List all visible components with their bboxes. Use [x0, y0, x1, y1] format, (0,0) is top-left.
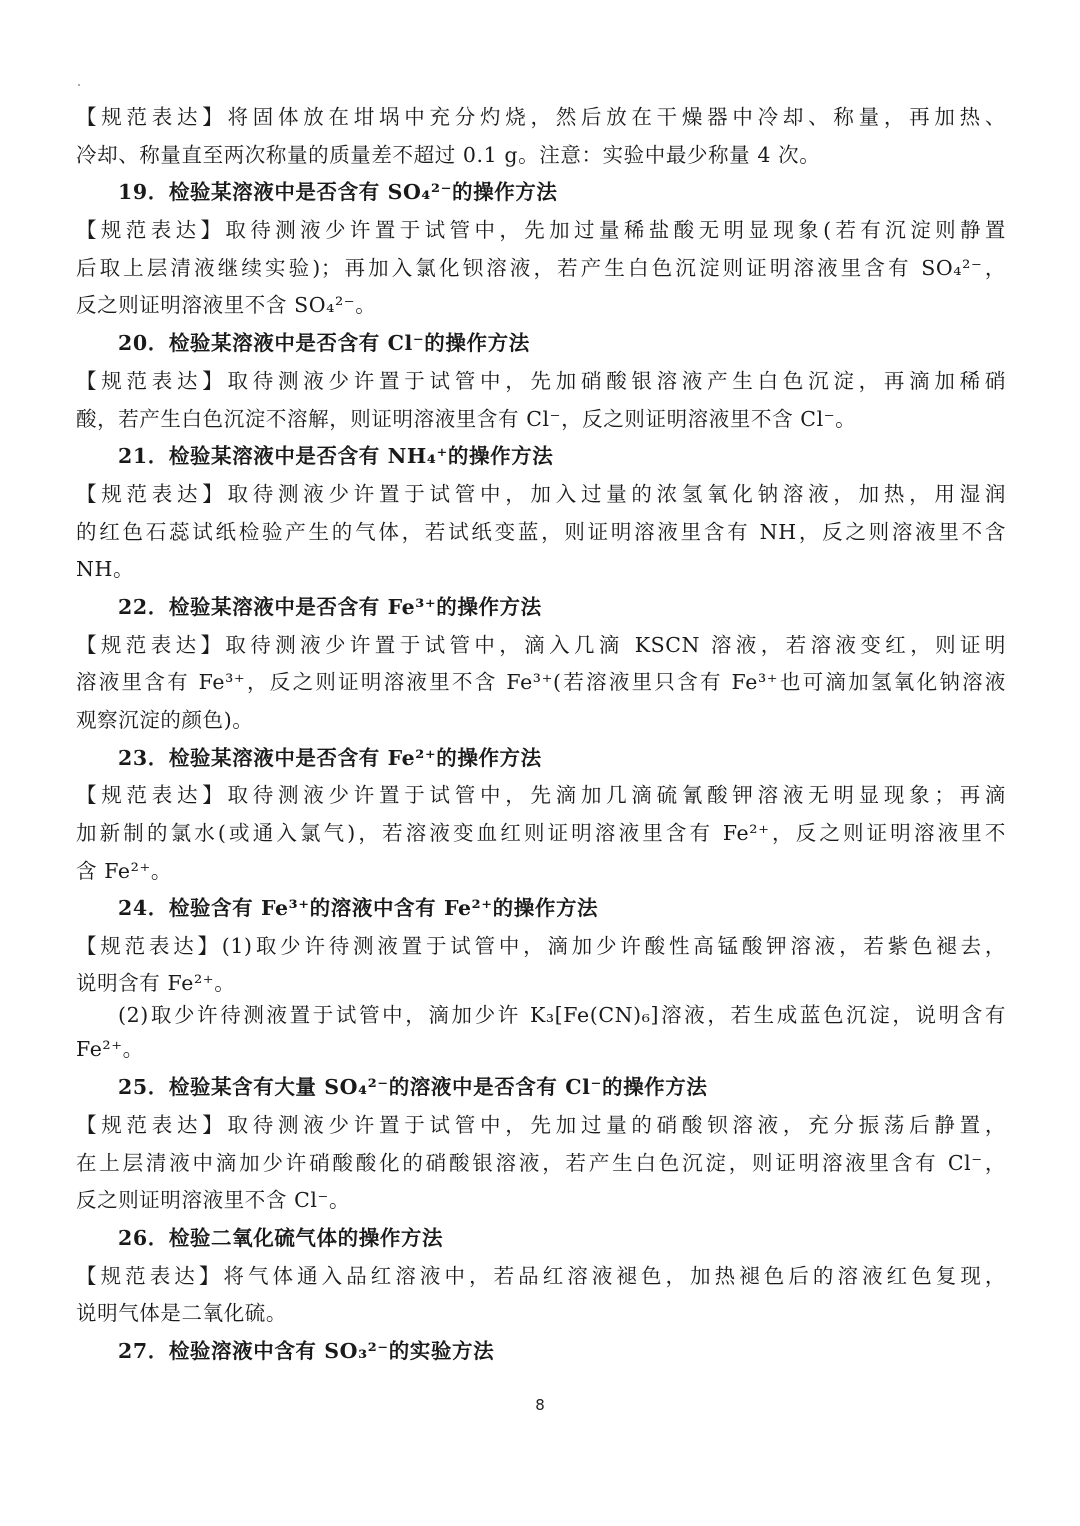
- section-heading-21: 21．检验某溶液中是否含有 NH₄⁺的操作方法: [118, 444, 554, 468]
- paragraph-line: 在上层清液中滴加少许硝酸酸化的硝酸银溶液，若产生白色沉淀，则证明溶液里含有 Cl⁻，: [76, 1151, 1006, 1175]
- paragraph-line: NH。: [76, 557, 135, 581]
- paragraph-line: 反之则证明溶液里不含 SO₄²⁻。: [76, 293, 377, 317]
- paragraph-line: 【规范表达】取待测液少许置于试管中，先滴加几滴硫氰酸钾溶液无明显现象；再滴: [76, 783, 1006, 807]
- paragraph-line: 【规范表达】将气体通入品红溶液中，若品红溶液褪色，加热褪色后的溶液红色复现，: [76, 1264, 1006, 1288]
- paragraph-line: 【规范表达】取待测液少许置于试管中，先加过量的硝酸钡溶液，充分振荡后静置，: [76, 1113, 1006, 1137]
- paragraph-line: 观察沉淀的颜色)。: [76, 708, 254, 732]
- section-heading-27: 27．检验溶液中含有 SO₃²⁻的实验方法: [118, 1339, 495, 1363]
- section-heading-20: 20．检验某溶液中是否含有 Cl⁻的操作方法: [118, 331, 530, 355]
- paragraph-line: 说明气体是二氧化硫。: [76, 1301, 287, 1325]
- paragraph-line: 酸，若产生白色沉淀不溶解，则证明溶液里含有 Cl⁻，反之则证明溶液里不含 Cl⁻。: [76, 407, 857, 431]
- paragraph-line: 加新制的氯水(或通入氯气)，若溶液变血红则证明溶液里含有 Fe²⁺，反之则证明溶液里不: [76, 821, 1006, 845]
- scan-mark: [78, 84, 80, 86]
- paragraph-line: 反之则证明溶液里不含 Cl⁻。: [76, 1188, 351, 1212]
- section-heading-24: 24．检验含有 Fe³⁺的溶液中含有 Fe²⁺的操作方法: [118, 896, 599, 920]
- paragraph-line: 溶液里含有 Fe³⁺，反之则证明溶液里不含 Fe³⁺(若溶液里只含有 Fe³⁺也可滴加氢氧化钠溶液: [76, 670, 1006, 694]
- paragraph-line: 后取上层清液继续实验)；再加入氯化钡溶液，若产生白色沉淀则证明溶液里含有 SO₄²⁻，: [76, 256, 1006, 280]
- paragraph-line: 【规范表达】(1)取少许待测液置于试管中，滴加少许酸性高锰酸钾溶液，若紫色褪去，: [76, 934, 1006, 958]
- paragraph-line: 冷却、称量直至两次称量的质量差不超过 0.1 g。注意：实验中最少称量 4 次。: [76, 143, 821, 167]
- section-heading-26: 26．检验二氧化硫气体的操作方法: [118, 1226, 444, 1250]
- paragraph-line: 【规范表达】取待测液少许置于试管中，滴入几滴 KSCN 溶液，若溶液变红，则证明: [76, 633, 1006, 657]
- paragraph-line: 含 Fe²⁺。: [76, 859, 172, 883]
- section-heading-25: 25．检验某含有大量 SO₄²⁻的溶液中是否含有 Cl⁻的操作方法: [118, 1075, 708, 1099]
- paragraph-line: 【规范表达】将固体放在坩埚中充分灼烧，然后放在干燥器中冷却、称量，再加热、: [76, 105, 1006, 129]
- paragraph-line: 【规范表达】取待测液少许置于试管中，先加硝酸银溶液产生白色沉淀，再滴加稀硝: [76, 369, 1006, 393]
- paragraph-line: 说明含有 Fe²⁺。: [76, 971, 236, 995]
- paragraph-line: (2)取少许待测液置于试管中，滴加少许 K₃[Fe(CN)₆]溶液，若生成蓝色沉淀，说明含有: [118, 1003, 1006, 1027]
- paragraph-line: Fe²⁺。: [76, 1037, 144, 1061]
- section-heading-23: 23．检验某溶液中是否含有 Fe²⁺的操作方法: [118, 746, 542, 770]
- section-heading-19: 19．检验某溶液中是否含有 SO₄²⁻的操作方法: [118, 180, 558, 204]
- section-heading-22: 22．检验某溶液中是否含有 Fe³⁺的操作方法: [118, 595, 542, 619]
- page-number: 8: [535, 1396, 545, 1414]
- paragraph-line: 【规范表达】取待测液少许置于试管中，加入过量的浓氢氧化钠溶液，加热，用湿润: [76, 482, 1006, 506]
- paragraph-line: 的红色石蕊试纸检验产生的气体，若试纸变蓝，则证明溶液里含有 NH，反之则溶液里不含: [76, 520, 1006, 544]
- paragraph-line: 【规范表达】取待测液少许置于试管中，先加过量稀盐酸无明显现象(若有沉淀则静置: [76, 218, 1006, 242]
